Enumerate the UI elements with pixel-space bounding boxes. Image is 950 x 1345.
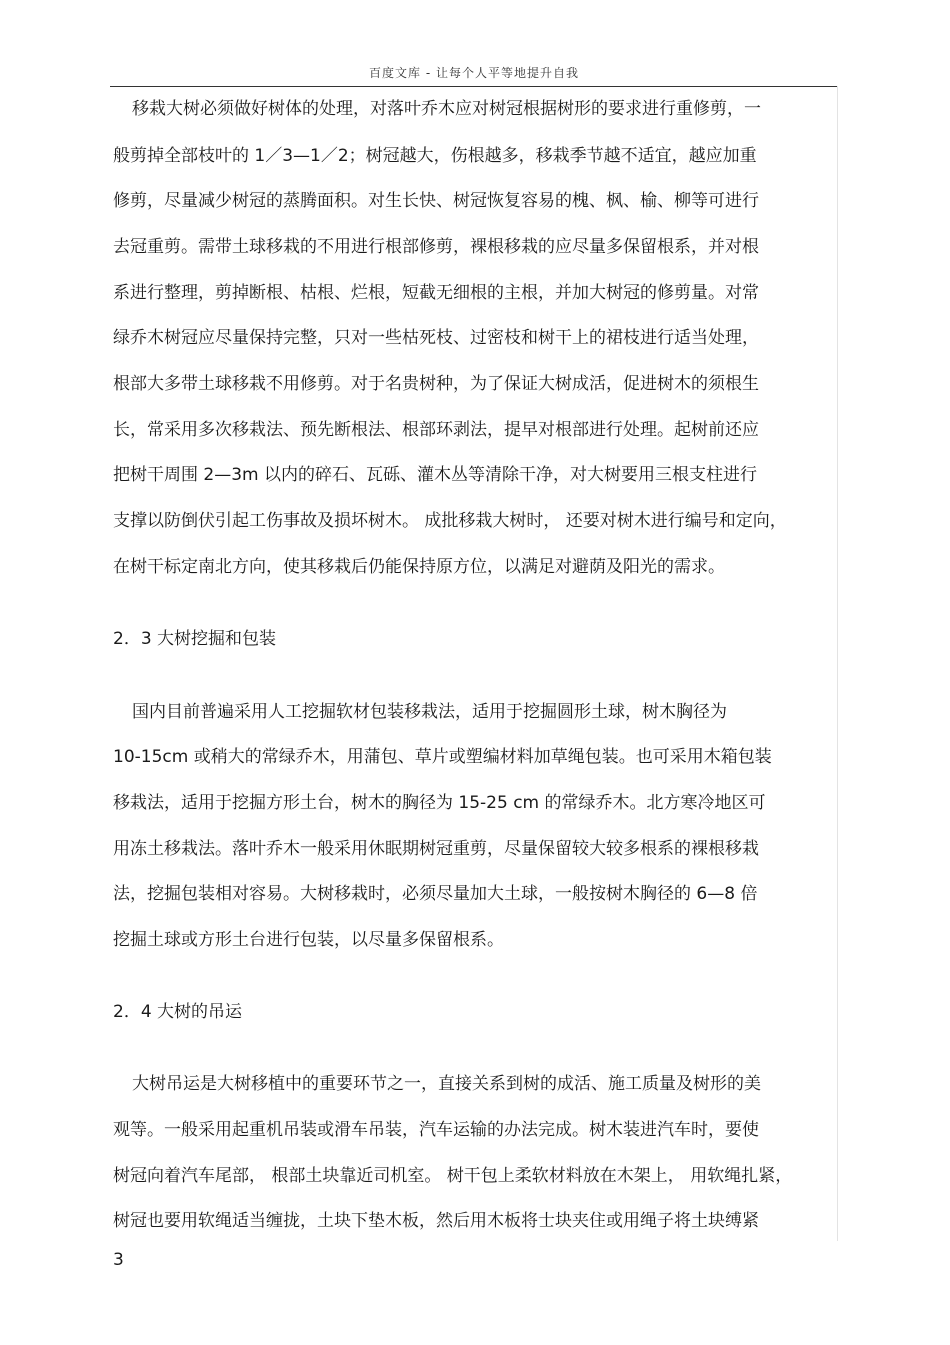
paragraph-line: 根部大多带土球移栽不用修剪。对于名贵树种，为了保证大树成活，促进树木的须根生 <box>113 374 759 394</box>
paragraph-line: 长，常采用多次移栽法、预先断根法、根部环剥法，提早对根部进行处理。起树前还应 <box>113 420 759 440</box>
paragraph-line: 树冠向着汽车尾部， 根部土块靠近司机室。 树干包上柔软材料放在木架上， 用软绳扎紧， <box>113 1166 793 1186</box>
right-margin-rule <box>837 86 838 1241</box>
paragraph-line: 用冻土移栽法。落叶乔木一般采用休眠期树冠重剪，尽量保留较大较多根系的裸根移栽 <box>113 839 759 859</box>
paragraph-line: 移栽大树必须做好树体的处理，对落叶乔木应对树冠根据树形的要求进行重修剪，一 <box>132 99 761 119</box>
paragraph-line: 观等。一般采用起重机吊装或滑车吊装，汽车运输的办法完成。树木装进汽车时，要使 <box>113 1120 759 1140</box>
paragraph-line: 去冠重剪。需带土球移栽的不用进行根部修剪，裸根移栽的应尽量多保留根系，并对根 <box>113 237 759 257</box>
paragraph-line: 绿乔木树冠应尽量保持完整，只对一些枯死枝、过密枝和树干上的裙枝进行适当处理， <box>113 328 759 348</box>
paragraph-line: 挖掘土球或方形土台进行包装，以尽量多保留根系。 <box>113 930 504 950</box>
paragraph-line: 国内目前普遍采用人工挖掘软材包装移栽法，适用于挖掘圆形土球，树木胸径为 <box>132 702 727 722</box>
paragraph-line: 10-15cm 或稍大的常绿乔木，用蒲包、草片或塑编材料加草绳包装。也可采用木箱包装 <box>113 747 772 767</box>
paragraph-line: 支撑以防倒伏引起工伤事故及损坏树木。 成批移栽大树时， 还要对树木进行编号和定向， <box>113 511 787 531</box>
paragraph-line: 修剪，尽量减少树冠的蒸腾面积。对生长快、树冠恢复容易的槐、枫、榆、柳等可进行 <box>113 191 759 211</box>
paragraph-line: 把树干周围 2—3m 以内的碎石、瓦砾、灌木丛等清除干净，对大树要用三根支柱进行 <box>113 465 757 485</box>
paragraph-line: 系进行整理，剪掉断根、枯根、烂根，短截无细根的主根，并加大树冠的修剪量。对常 <box>113 283 759 303</box>
paragraph-line: 树冠也要用软绳适当缠拢，土块下垫木板，然后用木板将士块夹住或用绳子将土块缚紧 <box>113 1211 759 1231</box>
paragraph-line: 移栽法，适用于挖掘方形土台，树木的胸径为 15-25 cm 的常绿乔木。北方寒冷地区可 <box>113 793 766 813</box>
section-heading: 2．3 大树挖掘和包装 <box>113 629 277 649</box>
paragraph-line: 般剪掉全部枝叶的 1／3—1／2；树冠越大，伤根越多，移栽季节越不适宜，越应加重 <box>113 146 757 166</box>
page-header: 百度文库 - 让每个人平等地提升自我 <box>369 66 579 80</box>
paragraph-line: 大树吊运是大树移植中的重要环节之一，直接关系到树的成活、施工质量及树形的美 <box>132 1074 761 1094</box>
section-heading: 2．4 大树的吊运 <box>113 1002 243 1022</box>
paragraph-line: 法，挖掘包装相对容易。大树移栽时，必须尽量加大土球，一般按树木胸径的 6—8 倍 <box>113 884 758 904</box>
paragraph-line: 在树干标定南北方向，使其移栽后仍能保持原方位，以满足对避荫及阳光的需求。 <box>113 557 725 577</box>
page-number: 3 <box>113 1250 124 1270</box>
header-rule <box>110 86 838 87</box>
